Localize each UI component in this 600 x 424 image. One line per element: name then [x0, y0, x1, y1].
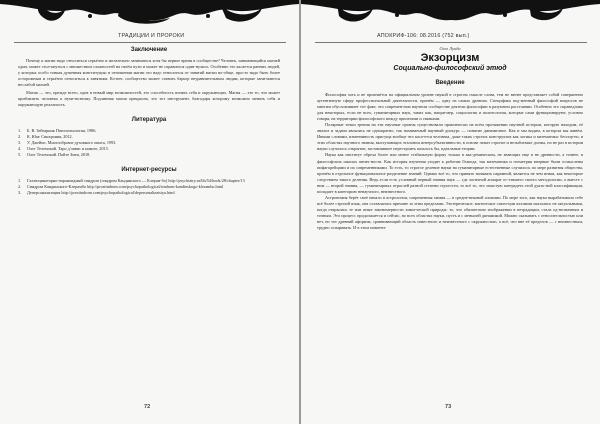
article-subtitle: Социально-философский этюд — [393, 65, 507, 72]
running-head-left: ТРАДИЦИИ И ПРОРОКИ — [118, 33, 185, 39]
literature-list — [18, 128, 280, 158]
article-paragraph: Наука как институт обрела более или менее стабильную форму только в ака-демическом, не знающих еще в не древности, а точнее, в философских школах антич-ности. Как история изучения уходит к работам Геакода, так математика и геометрия впервые были осмыслены пифагорейцами и их современниками. То есть, то строгое деление науки на гуманитарные естественные случилось по мере развития общества, причём в отдельное функциональное разделение знаний. Однако всё то, что принято называть парамной, является не чем иным, как некоторые следствием такого деления. Ведь если есть условный первый знания наук — где логичной аппарат ос-тавшего своего методологии, а вместе с ним — второй знания, — гуманитарных отраслей разной степени строгости, то всё то, что зачастую катерадеть этой дуаль-ной классификации, попадает в категорию ненаучного, неизвестного. — [317, 152, 583, 194]
page-number-left: 72 — [144, 404, 151, 410]
resources-heading: Интернет-ресурсы — [121, 167, 177, 174]
literature-item: 5. Олег Телемский. Пойте Змея, 2018. — [18, 152, 91, 158]
left-content — [18, 47, 280, 196]
resource-item[interactable]: 2. Синдром Кандинского-Клерамбо http://prostindrom.com/psychopathological/sindrom-kandinskogo-klerambo.html — [18, 184, 224, 190]
literature-item: 2. К. Юнг Синхрония, 2012. — [18, 134, 73, 140]
right-page — [301, 0, 600, 424]
page-number-right: 73 — [445, 404, 452, 410]
resource-item[interactable]: 3. Деперсонализация http://prostindrom.com/psychopathological/depersonalizatsiya.html — [18, 190, 175, 196]
article-author: Олег Луиба — [439, 46, 461, 51]
decorative-ornament-right — [301, 0, 600, 26]
literature-item: 1. Б. В. Зейгарник Патопсихология, 1986. — [18, 128, 97, 134]
literature-item: 4. Олег Телемский. Таро д'ливис и никого, 2015. — [18, 146, 109, 152]
header-rule-right — [315, 42, 587, 43]
article-paragraph: Астрономия берёт своё начало в астрологии, современная химия — в средне-вековой алхимии. По мере того, как наука вырабатывала себе всё более строгий язык, она оставлялась причине за этим пределами. Эзотерическое, магическое сакти-ции алхимии оказались не актуальными, когда открылась те или иные закономерности хими-ческой природы: то, что обязательно изображении в нетрадиции, стала од-нозначным и точным. Это процесс продолжается и сейчас, во всех областях науки, пусть и с меньшей динамикой. Можно сказывать с относительностью или нет, но тот древний афоризм, сравнивающий область известного и неизвестного с окружностью, а всё, что вне её пределов — с неизвестным, трудно оспаривать. И в этом моменте — [317, 194, 583, 231]
decorative-ornament-left — [0, 0, 299, 26]
literature-item: 3. У. Джеймс. Многообразие духовного опыта, 1993. — [18, 140, 117, 146]
conclusion-heading: Заключение — [130, 47, 168, 53]
conclusion-paragraph: Магия — это, прежде всего, одна в новый мир возможностей, это способность понять себя и окружающих. Магия — это то, что может приблизить человека к нуме-нозному. Подлинная магия прекрасна, это тот инструмент, благодаря которому возможно менять себя и окружающую реальность. — [18, 90, 280, 108]
article-paragraph: Философия хоть и не признаётся на официальном уровне наукой в строгом смысле слова, тем не менее представляет собой совершенно аутентичную сферу профессиональной деятельности, причём — одну из самых древних. Специфика под-менный философий вопросов не многим обусловливает тот факт, что современ-ном научном сообществе деятели философии в разумном расстоянии. Особенно это справедливо для некоторых, если не всех, гуманитарных наук, таких как, напри-мер, социология и политология, которые сами функционируют, условно говоря, на территории философского между прилегами и связками. — [317, 92, 583, 122]
header-rule-left — [14, 42, 286, 43]
article-title: Экзорцизм — [420, 52, 480, 64]
literature-heading: Литература — [131, 117, 167, 124]
article-paragraph: Полярные точки зрения на эти научные органы существовали практически на всём протяжении научной истории, которую находим, её анализ и задачи являлись не однократно, так называемый научный дискурс — понятие динамичное. Как и мы видим, в котором мы живём. Иными словами, изменчивость присуща вообще что каса-ется человека, даже таких строгих конструктов как логика и математика: беспор-но, в этих областях научного знания, выступающих эталоном интерсубъективности, в основе лежат строгие и незыблемые догмы, но не раз в истории науки случалось открытие, заставлявшее перестроить казалось бы, идеальные теории. — [317, 122, 583, 152]
intro-heading: Введение — [435, 80, 465, 86]
conclusion-paragraph: Почему к магии надо относиться серьёзно и желательно заниматься хотя бы первое время в сообществе? Человек, занимающийся магией один, может стол-кнуться с множеством сложностей на своём пути и может не справиться один-нулись. Особенно это касается ранних людей, у которых особо тонкая душевная конституция: в отношении магии это надо относиться от занятий магии во-обще, просто надо быть более осторожным и серьёзно относиться к занятиям. Ко-неч, сообщество может ставить барьер неуравнительным людям, которые зани-маются неслабой магией. — [18, 58, 280, 88]
resource-item[interactable]: 1. Галлюцинаторно-параноидный синдром (синдром Кандинского — Клерам-бо) http://psychiatry.ru/lib/54/book/28/chapter/13 — [18, 178, 245, 184]
left-page — [0, 0, 299, 424]
right-content — [317, 46, 583, 231]
resources-list — [18, 178, 280, 196]
running-head-right: АПОКРИФ-106: 08.2016 (752 вып.) — [377, 33, 470, 39]
